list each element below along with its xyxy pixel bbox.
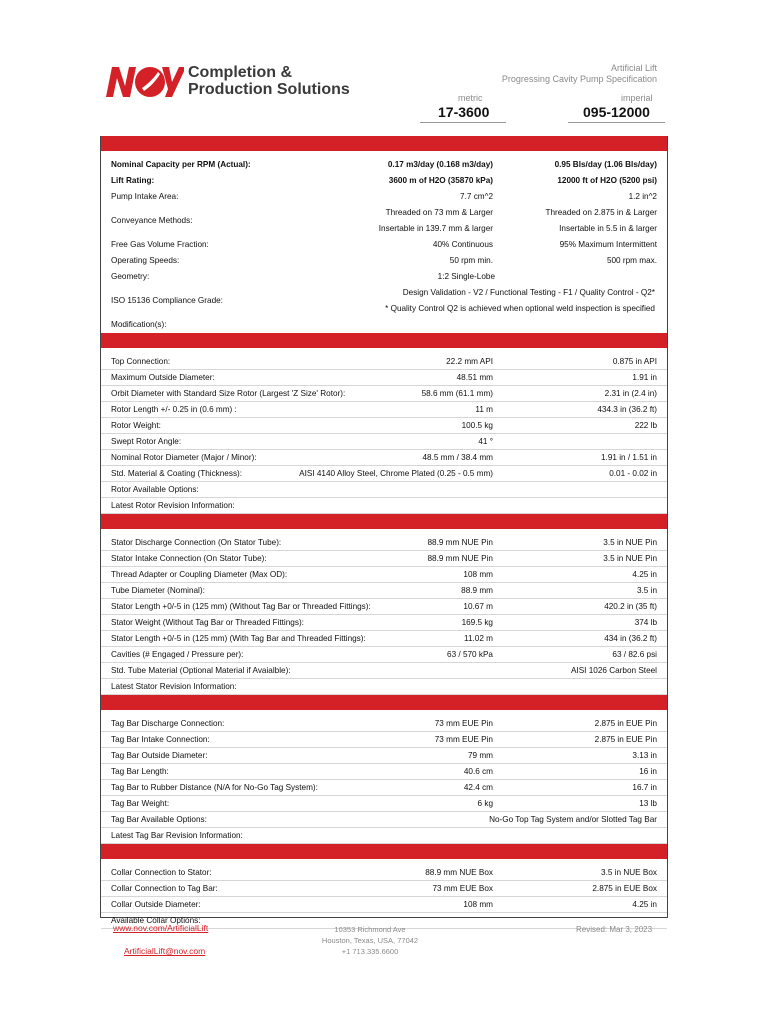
metric-value: Threaded on 73 mm & Larger xyxy=(385,208,493,217)
metric-value: AISI 4140 Alloy Steel, Chrome Plated (0.25 - 0.5 mm) xyxy=(299,469,493,478)
spec-row xyxy=(101,615,667,631)
row-label: Top Connection: xyxy=(111,357,171,366)
company-line2: Production Solutions xyxy=(188,81,350,98)
row-label: Collar Connection to Stator: xyxy=(111,868,212,877)
spec-row xyxy=(101,157,667,173)
spec-row xyxy=(101,732,667,748)
spec-row xyxy=(101,402,667,418)
spec-row xyxy=(101,567,667,583)
row-label: ISO 15136 Compliance Grade: xyxy=(111,296,223,305)
metric-part-number: 17-3600 xyxy=(438,104,490,120)
spec-row xyxy=(101,370,667,386)
section-bar-stator xyxy=(101,514,667,529)
row-label: Operating Speeds: xyxy=(111,256,180,265)
metric-value: 48.5 mm / 38.4 mm xyxy=(422,453,493,462)
imperial-value: 63 / 82.6 psi xyxy=(612,650,657,659)
metric-value: 108 mm xyxy=(463,570,493,579)
spec-row xyxy=(101,647,667,663)
metric-value: 50 rpm min. xyxy=(449,256,493,265)
row-label: Stator Length +0/-5 in (125 mm) (With Tag Bar and Threaded Fittings): xyxy=(111,634,366,643)
doc-category: Artificial Lift xyxy=(610,63,657,73)
address-block xyxy=(320,924,420,957)
spec-row xyxy=(101,173,667,189)
metric-value: 88.9 mm NUE Pin xyxy=(427,554,493,563)
spec-row xyxy=(101,354,667,370)
section-stator xyxy=(101,535,667,695)
imperial-value: 3.5 in NUE Box xyxy=(601,868,657,877)
metric-value: 41 ° xyxy=(478,437,493,446)
imperial-value: 2.31 in (2.4 in) xyxy=(604,389,657,398)
spec-row xyxy=(101,237,667,253)
metric-value: 169.5 kg xyxy=(461,618,493,627)
metric-value: 88.9 mm NUE Pin xyxy=(427,538,493,547)
spec-row xyxy=(101,434,667,450)
imperial-part-number: 095-12000 xyxy=(583,104,650,120)
imperial-value: 500 rpm max. xyxy=(606,256,657,265)
row-label: Lift Rating: xyxy=(111,176,155,185)
row-label: Tag Bar to Rubber Distance (N/A for No-Go Tag System): xyxy=(111,783,318,792)
imperial-value: 4.25 in xyxy=(632,570,657,579)
metric-value: 108 mm xyxy=(463,900,493,909)
row-label: Tag Bar Weight: xyxy=(111,799,170,808)
imperial-value: 16.7 in xyxy=(632,783,657,792)
row-label: Stator Discharge Connection (On Stator Tube): xyxy=(111,538,282,547)
row-label: Modification(s): xyxy=(111,320,167,329)
row-label: Geometry: xyxy=(111,272,150,281)
metric-value: 48.51 mm xyxy=(456,373,493,382)
imperial-value: 420.2 in (35 ft) xyxy=(604,602,657,611)
metric-value: 10.67 m xyxy=(463,602,493,611)
imperial-value: 95% Maximum Intermittent xyxy=(559,240,657,249)
row-label: Latest Stator Revision Information: xyxy=(111,682,237,691)
spec-row xyxy=(101,498,667,514)
shared-value: 1:2 Single-Lobe xyxy=(437,272,495,281)
metric-value: 73 mm EUE Pin xyxy=(434,735,493,744)
metric-value: 3600 m of H2O (35870 kPa) xyxy=(388,176,493,185)
spec-row xyxy=(101,386,667,402)
imperial-value: No-Go Top Tag System and/or Slotted Tag Bar xyxy=(489,815,657,824)
metric-value: 0.17 m3/day (0.168 m3/day) xyxy=(387,160,493,169)
phone-number: +1 713.335.6600 xyxy=(341,947,399,956)
metric-value: 73 mm EUE Pin xyxy=(434,719,493,728)
shared-value-note: * Quality Control Q2 is achieved when optional weld inspection is specified xyxy=(385,304,655,313)
section-rotor xyxy=(101,354,667,514)
company-line1: Completion & xyxy=(188,64,292,81)
spec-row xyxy=(101,205,667,237)
row-label: Latest Tag Bar Revision Information: xyxy=(111,831,243,840)
doc-title: Progressing Cavity Pump Specification xyxy=(501,74,657,84)
spec-row xyxy=(101,828,667,844)
imperial-value: 0.875 in API xyxy=(612,357,657,366)
imperial-value: 3.5 in xyxy=(636,586,657,595)
metric-value: 88.9 mm xyxy=(461,586,493,595)
spec-row xyxy=(101,796,667,812)
imperial-value: 1.91 in / 1.51 in xyxy=(601,453,657,462)
imperial-value: 2.875 in EUE Pin xyxy=(594,719,657,728)
metric-value: 73 mm EUE Box xyxy=(432,884,493,893)
row-label: Latest Rotor Revision Information: xyxy=(111,501,235,510)
row-label: Stator Weight (Without Tag Bar or Threaded Fittings): xyxy=(111,618,304,627)
shared-value: Design Validation - V2 / Functional Testing - F1 / Quality Control - Q2* xyxy=(402,288,655,297)
metric-value: 7.7 cm^2 xyxy=(460,192,493,201)
imperial-value: 0.95 Bls/day (1.06 Bls/day) xyxy=(554,160,657,169)
row-label: Nominal Rotor Diameter (Major / Minor): xyxy=(111,453,257,462)
imperial-value: 222 lb xyxy=(634,421,657,430)
section-tagbar xyxy=(101,716,667,844)
section-collar xyxy=(101,865,667,929)
row-label: Std. Tube Material (Optional Material if Avaialble): xyxy=(111,666,291,675)
doc-heading xyxy=(502,63,657,85)
imperial-value-2: Insertable in 5.5 in & larger xyxy=(559,224,657,233)
spec-row xyxy=(101,253,667,269)
row-label: Maximum Outside Diameter: xyxy=(111,373,215,382)
imperial-value: 2.875 in EUE Pin xyxy=(594,735,657,744)
spec-row xyxy=(101,780,667,796)
row-label: Tag Bar Discharge Connection: xyxy=(111,719,225,728)
website-link[interactable]: www.nov.com/ArtificialLift xyxy=(113,923,209,933)
section-bar-rotor xyxy=(101,333,667,348)
metric-label: metric xyxy=(458,93,483,103)
row-label: Orbit Diameter with Standard Size Rotor (Largest 'Z Size' Rotor): xyxy=(111,389,346,398)
spec-row xyxy=(101,881,667,897)
imperial-value: 0.01 - 0.02 in xyxy=(609,469,657,478)
row-label: Thread Adapter or Coupling Diameter (Max OD): xyxy=(111,570,288,579)
metric-value: 22.2 mm API xyxy=(446,357,493,366)
spec-row xyxy=(101,679,667,695)
metric-underline xyxy=(420,122,506,123)
row-label: Nominal Capacity per RPM (Actual): xyxy=(111,160,251,169)
imperial-value: 3.5 in NUE Pin xyxy=(603,538,657,547)
imperial-value: 374 lb xyxy=(634,618,657,627)
row-label: Std. Material & Coating (Thickness): xyxy=(111,469,243,478)
spec-row xyxy=(101,812,667,828)
spec-row xyxy=(101,535,667,551)
spec-row xyxy=(101,599,667,615)
imperial-value: 434.3 in (36.2 ft) xyxy=(597,405,657,414)
metric-value: 11 m xyxy=(475,405,493,414)
metric-value: 100.5 kg xyxy=(461,421,493,430)
metric-value: 42.4 cm xyxy=(463,783,493,792)
row-label: Tube Diameter (Nominal): xyxy=(111,586,205,595)
metric-value: 40% Continuous xyxy=(432,240,493,249)
row-label: Available Collar Options: xyxy=(111,916,201,925)
row-label: Rotor Weight: xyxy=(111,421,161,430)
row-label: Rotor Available Options: xyxy=(111,485,199,494)
spec-row xyxy=(101,583,667,599)
row-label: Tag Bar Available Options: xyxy=(111,815,207,824)
spec-table xyxy=(100,136,668,925)
email-link[interactable]: ArtificialLift@nov.com xyxy=(124,946,206,956)
row-label: Free Gas Volume Fraction: xyxy=(111,240,209,249)
metric-value: 88.9 mm NUE Box xyxy=(425,868,493,877)
spec-row xyxy=(101,418,667,434)
spec-row xyxy=(101,748,667,764)
metric-value: 58.6 mm (61.1 mm) xyxy=(421,389,493,398)
imperial-value: 434 in (36.2 ft) xyxy=(604,634,657,643)
row-label: Tag Bar Length: xyxy=(111,767,169,776)
imperial-value: 2.875 in EUE Box xyxy=(592,884,657,893)
imperial-value: 1.91 in xyxy=(632,373,657,382)
row-label: Rotor Length +/- 0.25 in (0.6 mm) : xyxy=(111,405,237,414)
spec-row xyxy=(101,317,667,333)
imperial-underline xyxy=(568,122,665,123)
spec-row xyxy=(101,285,667,317)
spec-row xyxy=(101,466,667,482)
metric-value: 40.6 cm xyxy=(463,767,493,776)
imperial-value: 16 in xyxy=(639,767,657,776)
nov-logo-icon xyxy=(106,64,184,98)
row-label: Stator Intake Connection (On Stator Tube): xyxy=(111,554,267,563)
spec-row xyxy=(101,450,667,466)
row-label: Swept Rotor Angle: xyxy=(111,437,182,446)
imperial-value: AISI 1026 Carbon Steel xyxy=(570,666,657,675)
metric-value: 11.02 m xyxy=(464,634,493,643)
imperial-value: 3.13 in xyxy=(632,751,657,760)
spec-row xyxy=(101,764,667,780)
address-line1: 10353 Richmond Ave xyxy=(334,925,406,934)
metric-value-2: Insertable in 139.7 mm & larger xyxy=(378,224,493,233)
imperial-value: 4.25 in xyxy=(632,900,657,909)
revised-date: Revised: Mar 3, 2023 xyxy=(576,925,653,934)
imperial-label: imperial xyxy=(621,93,653,103)
imperial-value: Threaded on 2.875 in & Larger xyxy=(545,208,657,217)
imperial-value: 1.2 in^2 xyxy=(628,192,657,201)
section-bar-tagbar xyxy=(101,695,667,710)
row-label: Pump Intake Area: xyxy=(111,192,179,201)
metric-value: 6 kg xyxy=(477,799,493,808)
row-label: Tag Bar Outside Diameter: xyxy=(111,751,208,760)
metric-value: 63 / 570 kPa xyxy=(447,650,493,659)
spec-row xyxy=(101,482,667,498)
row-label: Collar Connection to Tag Bar: xyxy=(111,884,218,893)
address-line2: Houston, Texas, USA, 77042 xyxy=(321,936,419,945)
spec-row xyxy=(101,897,667,913)
imperial-value: 13 lb xyxy=(639,799,657,808)
imperial-value: 12000 ft of H2O (5200 psi) xyxy=(557,176,657,185)
row-label: Stator Length +0/-5 in (125 mm) (Without Tag Bar or Threaded Fittings): xyxy=(111,602,371,611)
spec-row xyxy=(101,551,667,567)
spec-row xyxy=(101,269,667,285)
company-name xyxy=(188,64,350,98)
spec-row xyxy=(101,631,667,647)
row-label: Tag Bar Intake Connection: xyxy=(111,735,210,744)
spec-row xyxy=(101,865,667,881)
imperial-value: 3.5 in NUE Pin xyxy=(603,554,657,563)
section-general xyxy=(101,157,667,333)
row-label: Cavities (# Engaged / Pressure per): xyxy=(111,650,244,659)
section-bar-general xyxy=(101,136,667,151)
row-label: Conveyance Methods: xyxy=(111,216,193,225)
metric-value: 79 mm xyxy=(467,751,493,760)
nov-logo xyxy=(106,64,184,98)
spec-row xyxy=(101,189,667,205)
section-bar-collar xyxy=(101,844,667,859)
row-label: Collar Outside Diameter: xyxy=(111,900,201,909)
spec-row xyxy=(101,663,667,679)
spec-row xyxy=(101,716,667,732)
